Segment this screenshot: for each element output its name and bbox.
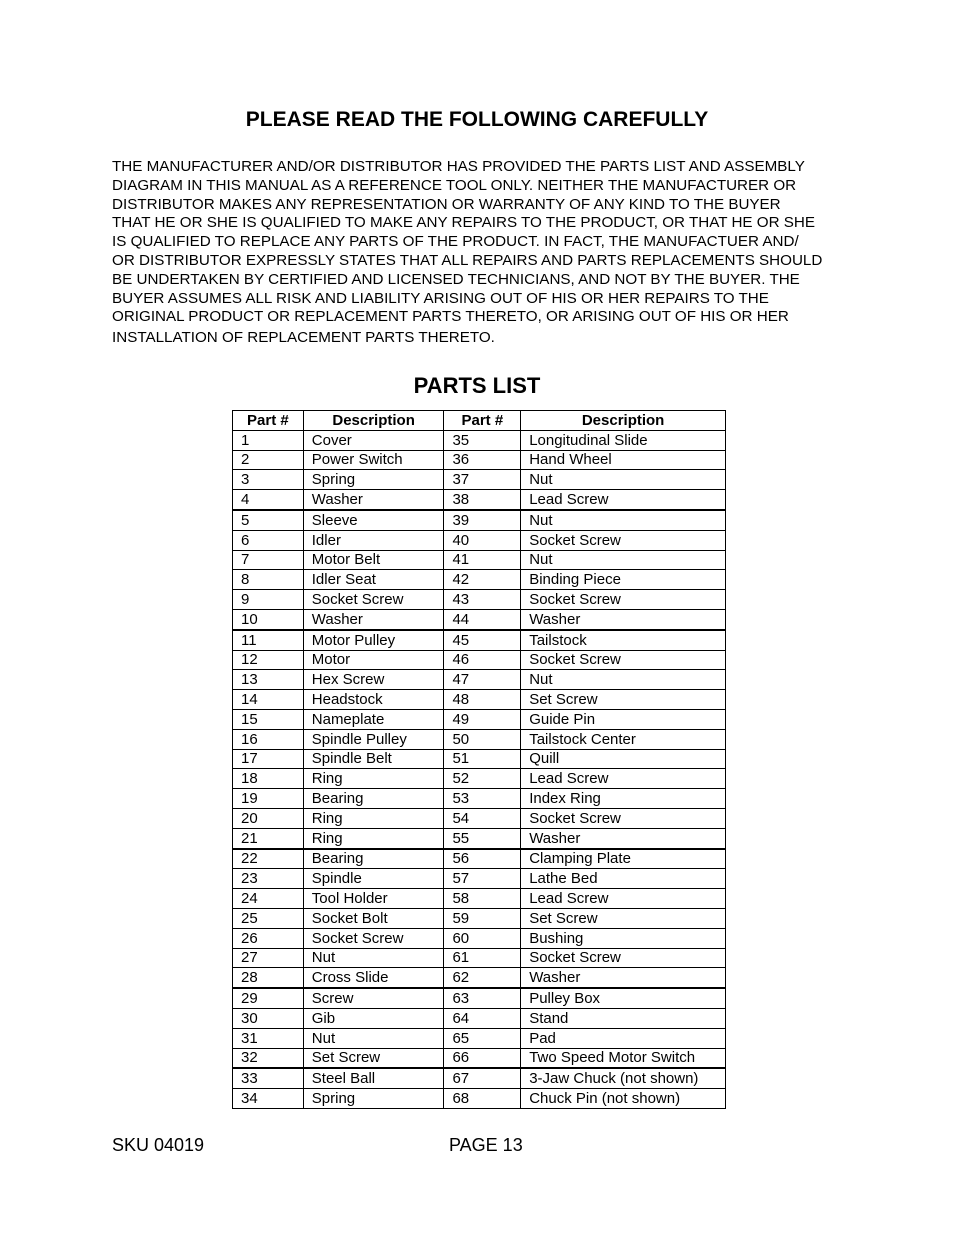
cell-part-number: 1 bbox=[233, 430, 304, 450]
cell-description: Idler bbox=[303, 530, 444, 550]
cell-description: Chuck Pin (not shown) bbox=[521, 1089, 726, 1109]
page-heading: PLEASE READ THE FOLLOWING CAREFULLY bbox=[245, 108, 709, 131]
table-row bbox=[233, 928, 726, 948]
cell-part-number: 47 bbox=[444, 670, 521, 690]
table-row bbox=[233, 749, 726, 769]
disclaimer-line: THE MANUFACTURER AND/OR DISTRIBUTOR HAS PROVIDED THE PARTS LIST AND ASSEMBLY bbox=[112, 158, 805, 175]
cell-description: Index Ring bbox=[521, 789, 726, 809]
disclaimer-line: THAT HE OR SHE IS QUALIFIED TO MAKE ANY REPAIRS TO THE PRODUCT, OR THAT HE OR SHE bbox=[112, 214, 815, 232]
table-row bbox=[233, 1028, 726, 1048]
cell-part-number: 17 bbox=[233, 749, 304, 769]
disclaimer-line: DIAGRAM IN THIS MANUAL AS A REFERENCE TOOL ONLY. NEITHER THE MANUFACTURER OR bbox=[112, 176, 797, 194]
cell-part-number: 16 bbox=[233, 729, 304, 749]
cell-description: Socket Screw bbox=[521, 590, 726, 610]
cell-part-number: 54 bbox=[444, 808, 521, 828]
cell-part-number: 38 bbox=[444, 490, 521, 510]
cell-description: Bushing bbox=[521, 928, 726, 948]
cell-description: Binding Piece bbox=[521, 570, 726, 590]
cell-part-number: 56 bbox=[444, 849, 521, 869]
cell-description: Headstock bbox=[303, 690, 444, 710]
disclaimer-line: BE UNDERTAKEN BY CERTIFIED AND LICENSED TECHNICIANS, AND NOT BY THE BUYER. THE bbox=[112, 270, 800, 288]
cell-description: Lathe Bed bbox=[521, 869, 726, 889]
cell-description: Cover bbox=[303, 430, 444, 450]
table-row bbox=[233, 789, 726, 809]
disclaimer-paragraph bbox=[112, 158, 852, 348]
cell-part-number: 55 bbox=[444, 828, 521, 848]
cell-part-number: 23 bbox=[233, 869, 304, 889]
table-row bbox=[233, 908, 726, 928]
cell-description: Set Screw bbox=[303, 1048, 444, 1068]
disclaimer-line: BUYER ASSUMES ALL RISK AND LIABILITY ARISING OUT OF HIS OR HER REPAIRS TO THE bbox=[112, 289, 769, 307]
cell-description: Nut bbox=[521, 550, 726, 570]
cell-description: Socket Screw bbox=[521, 808, 726, 828]
table-row bbox=[233, 430, 726, 450]
cell-description: Pad bbox=[521, 1028, 726, 1048]
cell-part-number: 30 bbox=[233, 1008, 304, 1028]
cell-description: Nut bbox=[303, 948, 444, 968]
table-row bbox=[233, 889, 726, 909]
parts-list-title: PARTS LIST bbox=[413, 373, 541, 398]
cell-description: Clamping Plate bbox=[521, 849, 726, 869]
column-header-description: Description bbox=[303, 411, 444, 431]
cell-description: Socket Screw bbox=[521, 650, 726, 670]
cell-description: Gib bbox=[303, 1008, 444, 1028]
table-row bbox=[233, 968, 726, 988]
table-row bbox=[233, 650, 726, 670]
cell-description: Socket Screw bbox=[303, 590, 444, 610]
cell-part-number: 51 bbox=[444, 749, 521, 769]
cell-part-number: 27 bbox=[233, 948, 304, 968]
cell-description: Spindle bbox=[303, 869, 444, 889]
cell-part-number: 25 bbox=[233, 908, 304, 928]
cell-description: Spindle Pulley bbox=[303, 729, 444, 749]
cell-description: Hex Screw bbox=[303, 670, 444, 690]
cell-part-number: 19 bbox=[233, 789, 304, 809]
table-row bbox=[233, 590, 726, 610]
cell-description: Set Screw bbox=[521, 908, 726, 928]
cell-part-number: 41 bbox=[444, 550, 521, 570]
table-row bbox=[233, 1048, 726, 1068]
cell-description: Spindle Belt bbox=[303, 749, 444, 769]
cell-part-number: 3 bbox=[233, 470, 304, 490]
cell-description: Motor Belt bbox=[303, 550, 444, 570]
cell-description: Washer bbox=[303, 490, 444, 510]
cell-part-number: 28 bbox=[233, 968, 304, 988]
cell-part-number: 50 bbox=[444, 729, 521, 749]
cell-description: Ring bbox=[303, 828, 444, 848]
cell-description: Longitudinal Slide bbox=[521, 430, 726, 450]
cell-part-number: 35 bbox=[444, 430, 521, 450]
table-row bbox=[233, 869, 726, 889]
cell-part-number: 6 bbox=[233, 530, 304, 550]
cell-part-number: 9 bbox=[233, 590, 304, 610]
table-row bbox=[233, 510, 726, 530]
cell-description: Nut bbox=[521, 510, 726, 530]
cell-part-number: 5 bbox=[233, 510, 304, 530]
cell-part-number: 13 bbox=[233, 670, 304, 690]
cell-description: Lead Screw bbox=[521, 769, 726, 789]
cell-description: Washer bbox=[303, 609, 444, 629]
cell-part-number: 20 bbox=[233, 808, 304, 828]
table-row bbox=[233, 948, 726, 968]
cell-part-number: 29 bbox=[233, 988, 304, 1008]
cell-description: Idler Seat bbox=[303, 570, 444, 590]
table-header-row bbox=[233, 411, 726, 431]
cell-part-number: 58 bbox=[444, 889, 521, 909]
cell-description: Spring bbox=[303, 470, 444, 490]
cell-part-number: 63 bbox=[444, 988, 521, 1008]
cell-part-number: 44 bbox=[444, 609, 521, 629]
cell-part-number: 62 bbox=[444, 968, 521, 988]
cell-part-number: 18 bbox=[233, 769, 304, 789]
footer-sku: SKU 04019 bbox=[112, 1135, 205, 1155]
cell-part-number: 33 bbox=[233, 1068, 304, 1088]
cell-description: Washer bbox=[521, 828, 726, 848]
table-row bbox=[233, 709, 726, 729]
cell-part-number: 65 bbox=[444, 1028, 521, 1048]
cell-description: Two Speed Motor Switch bbox=[521, 1048, 726, 1068]
table-row bbox=[233, 570, 726, 590]
cell-part-number: 14 bbox=[233, 690, 304, 710]
cell-part-number: 60 bbox=[444, 928, 521, 948]
table-row bbox=[233, 828, 726, 848]
cell-description: Washer bbox=[521, 609, 726, 629]
cell-description: Socket Screw bbox=[303, 928, 444, 948]
column-header-description: Description bbox=[521, 411, 726, 431]
disclaimer-line: INSTALLATION OF REPLACEMENT PARTS THERETO. bbox=[112, 329, 495, 347]
cell-part-number: 46 bbox=[444, 650, 521, 670]
parts-table bbox=[232, 410, 726, 1109]
table-row bbox=[233, 849, 726, 869]
cell-description: Ring bbox=[303, 808, 444, 828]
table-row bbox=[233, 670, 726, 690]
cell-part-number: 61 bbox=[444, 948, 521, 968]
cell-description: Motor bbox=[303, 650, 444, 670]
cell-description: Pulley Box bbox=[521, 988, 726, 1008]
cell-description: Sleeve bbox=[303, 510, 444, 530]
cell-description: Bearing bbox=[303, 789, 444, 809]
cell-part-number: 36 bbox=[444, 450, 521, 470]
table-row bbox=[233, 1089, 726, 1109]
cell-part-number: 32 bbox=[233, 1048, 304, 1068]
cell-part-number: 8 bbox=[233, 570, 304, 590]
cell-description: Lead Screw bbox=[521, 889, 726, 909]
table-row bbox=[233, 769, 726, 789]
table-row bbox=[233, 988, 726, 1008]
table-row bbox=[233, 1068, 726, 1088]
cell-description: Screw bbox=[303, 988, 444, 1008]
table-row bbox=[233, 690, 726, 710]
table-row bbox=[233, 490, 726, 510]
cell-description: Tool Holder bbox=[303, 889, 444, 909]
cell-part-number: 12 bbox=[233, 650, 304, 670]
cell-part-number: 15 bbox=[233, 709, 304, 729]
cell-description: Nut bbox=[521, 470, 726, 490]
cell-description: Socket Bolt bbox=[303, 908, 444, 928]
cell-description: Cross Slide bbox=[303, 968, 444, 988]
cell-description: Bearing bbox=[303, 849, 444, 869]
cell-description: Set Screw bbox=[521, 690, 726, 710]
cell-part-number: 7 bbox=[233, 550, 304, 570]
cell-description: Socket Screw bbox=[521, 948, 726, 968]
cell-part-number: 67 bbox=[444, 1068, 521, 1088]
table-row bbox=[233, 450, 726, 470]
cell-description: Washer bbox=[521, 968, 726, 988]
cell-part-number: 26 bbox=[233, 928, 304, 948]
disclaimer-line: IS QUALIFIED TO REPLACE ANY PARTS OF THE PRODUCT. IN FACT, THE MANUFACTUER AND/ bbox=[112, 233, 799, 251]
cell-part-number: 66 bbox=[444, 1048, 521, 1068]
cell-part-number: 57 bbox=[444, 869, 521, 889]
cell-part-number: 53 bbox=[444, 789, 521, 809]
cell-description: Spring bbox=[303, 1089, 444, 1109]
cell-part-number: 42 bbox=[444, 570, 521, 590]
cell-part-number: 68 bbox=[444, 1089, 521, 1109]
cell-part-number: 59 bbox=[444, 908, 521, 928]
cell-part-number: 11 bbox=[233, 630, 304, 650]
disclaimer-line: ORIGINAL PRODUCT OR REPLACEMENT PARTS THERETO, OR ARISING OUT OF HIS OR HER bbox=[112, 308, 789, 326]
disclaimer-line: DISTRIBUTOR MAKES ANY REPRESENTATION OR WARRANTY OF ANY KIND TO THE BUYER bbox=[112, 195, 781, 213]
cell-description: Power Switch bbox=[303, 450, 444, 470]
cell-part-number: 10 bbox=[233, 609, 304, 629]
table-row bbox=[233, 470, 726, 490]
cell-part-number: 43 bbox=[444, 590, 521, 610]
cell-part-number: 21 bbox=[233, 828, 304, 848]
column-header-part-number: Part # bbox=[444, 411, 521, 431]
cell-part-number: 2 bbox=[233, 450, 304, 470]
cell-part-number: 39 bbox=[444, 510, 521, 530]
cell-description: Socket Screw bbox=[521, 530, 726, 550]
cell-description: Motor Pulley bbox=[303, 630, 444, 650]
cell-part-number: 52 bbox=[444, 769, 521, 789]
parts-table-body bbox=[233, 430, 726, 1108]
cell-description: Steel Ball bbox=[303, 1068, 444, 1088]
cell-part-number: 48 bbox=[444, 690, 521, 710]
cell-part-number: 40 bbox=[444, 530, 521, 550]
cell-part-number: 24 bbox=[233, 889, 304, 909]
cell-description: Tailstock bbox=[521, 630, 726, 650]
table-row bbox=[233, 550, 726, 570]
cell-description: Ring bbox=[303, 769, 444, 789]
cell-part-number: 45 bbox=[444, 630, 521, 650]
table-row bbox=[233, 630, 726, 650]
cell-description: Nut bbox=[303, 1028, 444, 1048]
table-row bbox=[233, 729, 726, 749]
cell-description: Stand bbox=[521, 1008, 726, 1028]
footer-page-number: PAGE 13 bbox=[449, 1135, 523, 1155]
cell-description: Tailstock Center bbox=[521, 729, 726, 749]
cell-description: Hand Wheel bbox=[521, 450, 726, 470]
parts-table-header bbox=[233, 411, 726, 431]
table-row bbox=[233, 609, 726, 629]
column-header-part-number: Part # bbox=[233, 411, 304, 431]
cell-description: 3-Jaw Chuck (not shown) bbox=[521, 1068, 726, 1088]
cell-description: Lead Screw bbox=[521, 490, 726, 510]
cell-part-number: 37 bbox=[444, 470, 521, 490]
cell-part-number: 31 bbox=[233, 1028, 304, 1048]
table-row bbox=[233, 808, 726, 828]
table-row bbox=[233, 1008, 726, 1028]
cell-part-number: 22 bbox=[233, 849, 304, 869]
cell-part-number: 4 bbox=[233, 490, 304, 510]
cell-part-number: 34 bbox=[233, 1089, 304, 1109]
cell-part-number: 49 bbox=[444, 709, 521, 729]
table-row bbox=[233, 530, 726, 550]
cell-part-number: 64 bbox=[444, 1008, 521, 1028]
cell-description: Guide Pin bbox=[521, 709, 726, 729]
cell-description: Nameplate bbox=[303, 709, 444, 729]
disclaimer-line: OR DISTRIBUTOR EXPRESSLY STATES THAT ALL REPAIRS AND PARTS REPLACEMENTS SHOULD bbox=[112, 251, 823, 269]
cell-description: Quill bbox=[521, 749, 726, 769]
cell-description: Nut bbox=[521, 670, 726, 690]
